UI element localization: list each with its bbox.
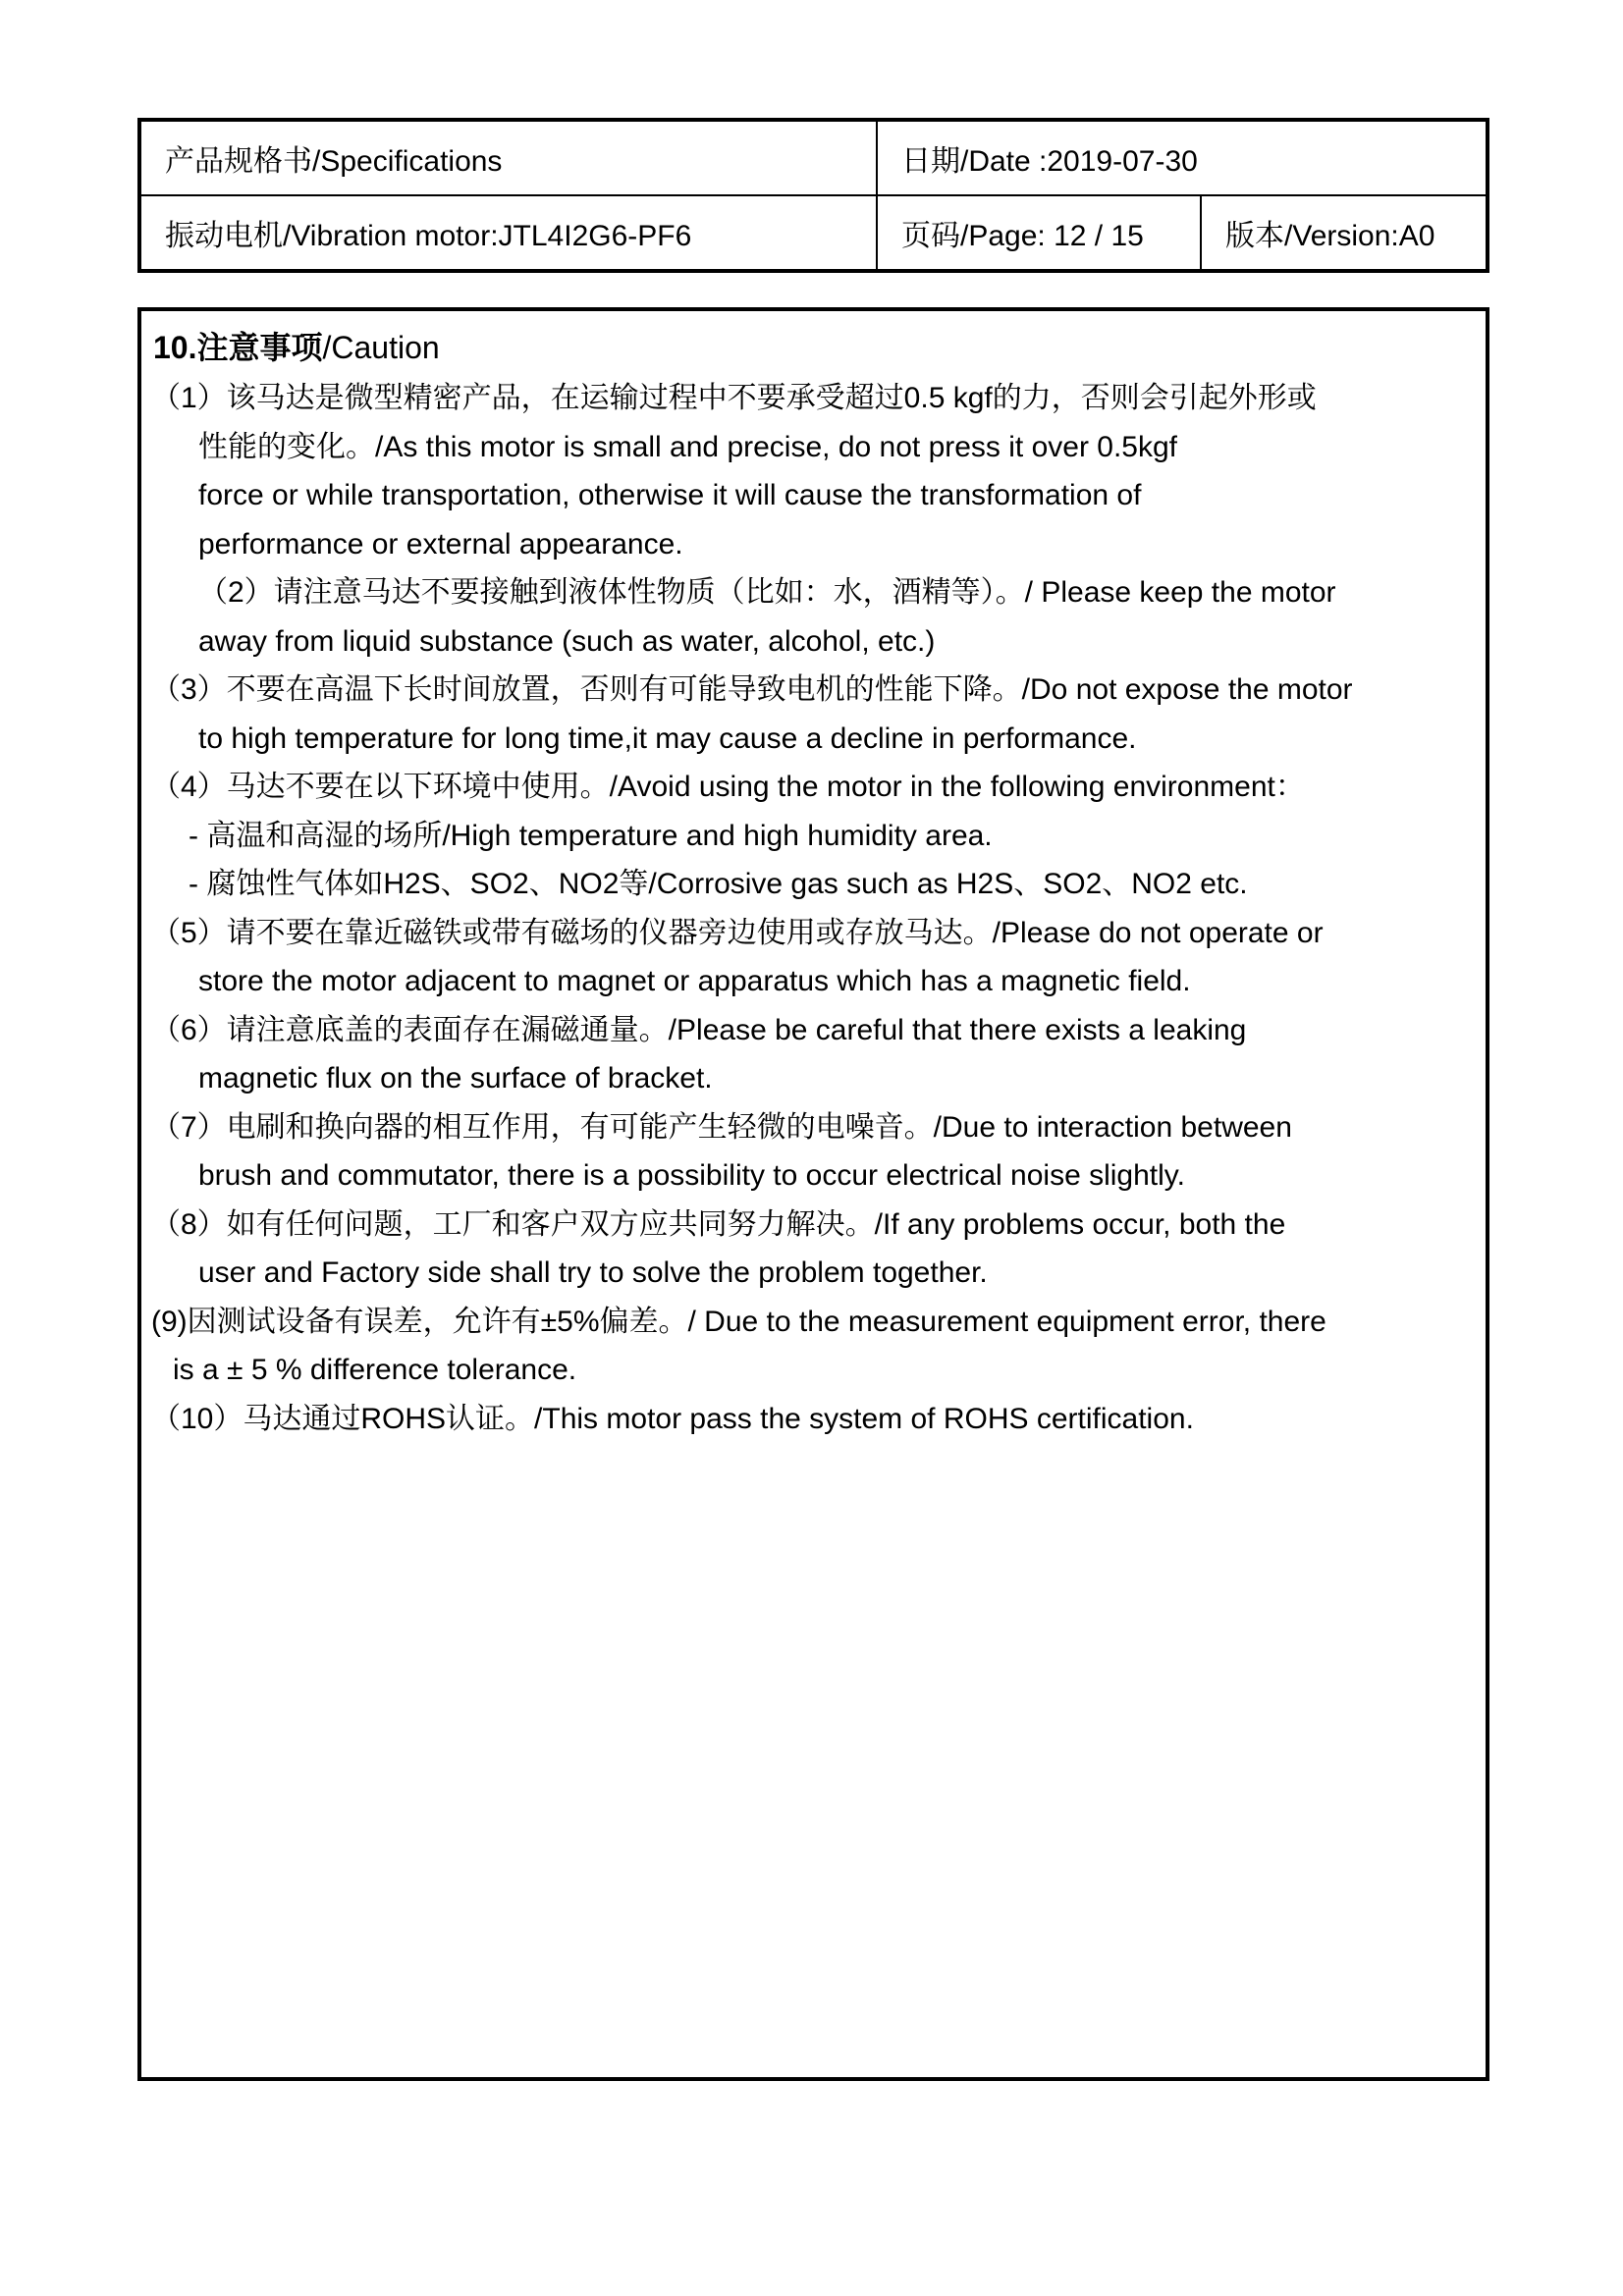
caution-line: （3）不要在高温下长时间放置，否则有可能导致电机的性能下降。/Do not expose the motor	[151, 673, 1353, 706]
caution-line: brush and commutator, there is a possibility to occur electrical noise slightly.	[198, 1159, 1185, 1192]
version-cell: 版本/Version:A0	[1200, 196, 1486, 269]
caution-line: 性能的变化。/As this motor is small and precise, do not press it over 0.5kgf	[198, 430, 1178, 463]
caution-line: （2）请注意马达不要接触到液体性物质（比如：水，酒精等）。/ Please keep the motor	[198, 576, 1336, 609]
caution-line: (9)因测试设备有误差，允许有±5%偏差。/ Due to the measurement equipment error, there	[151, 1305, 1326, 1338]
spec-title-cell: 产品规格书/Specifications	[165, 145, 503, 178]
header-table	[137, 118, 1489, 273]
caution-line: to high temperature for long time,it may cause a decline in performance.	[198, 721, 1137, 755]
caution-line: （6）请注意底盖的表面存在漏磁通量。/Please be careful that there exists a leaking	[151, 1013, 1247, 1046]
header-row-1	[141, 122, 1486, 194]
caution-line: （10）马达通过ROHS认证。/This motor pass the system of ROHS certification.	[151, 1402, 1194, 1435]
caution-line: is a ± 5 % difference tolerance.	[173, 1354, 577, 1386]
caution-line: away from liquid substance (such as water, alcohol, etc.)	[198, 624, 936, 658]
caution-line: magnetic flux on the surface of bracket.	[198, 1062, 713, 1095]
section-title	[141, 321, 1486, 374]
caution-line: performance or external appearance.	[198, 527, 683, 561]
caution-line: user and Factory side shall try to solve the problem together.	[198, 1256, 988, 1289]
caution-line: （8）如有任何问题，工厂和客户双方应共同努力解决。/If any problems occur, both the	[151, 1207, 1286, 1241]
caution-section	[137, 307, 1489, 2081]
caution-line: （7）电刷和换向器的相互作用，有可能产生轻微的电噪音。/Due to interaction between	[151, 1110, 1292, 1144]
date-cell: 日期/Date :2019-07-30	[876, 122, 1486, 194]
model-cell: 振动电机/Vibration motor:JTL4I2G6-PF6	[165, 220, 692, 252]
caution-line: （1）该马达是微型精密产品，在运输过程中不要承受超过0.5 kgf的力，否则会引起外形或	[151, 382, 1317, 414]
section-title-zh: 10.注意事项	[153, 330, 323, 365]
caution-line: - 高温和高湿的场所/High temperature and high humidity area.	[189, 819, 993, 852]
caution-line: （4）马达不要在以下环境中使用。/Avoid using the motor in the following environment：	[151, 771, 1305, 803]
caution-line: - 腐蚀性气体如H2S、SO2、NO2等/Corrosive gas such as H2S、SO2、NO2 etc.	[189, 868, 1248, 900]
caution-line: store the motor adjacent to magnet or apparatus which has a magnetic field.	[198, 965, 1191, 997]
section-title-en: /Caution	[322, 330, 440, 365]
caution-line: force or while transportation, otherwise it will cause the transformation of	[198, 479, 1142, 511]
header-row-2	[141, 194, 1486, 269]
caution-line: （5）请不要在靠近磁铁或带有磁场的仪器旁边使用或存放马达。/Please do not operate or	[151, 916, 1324, 949]
page-number-cell: 页码/Page: 12 / 15	[876, 196, 1200, 269]
